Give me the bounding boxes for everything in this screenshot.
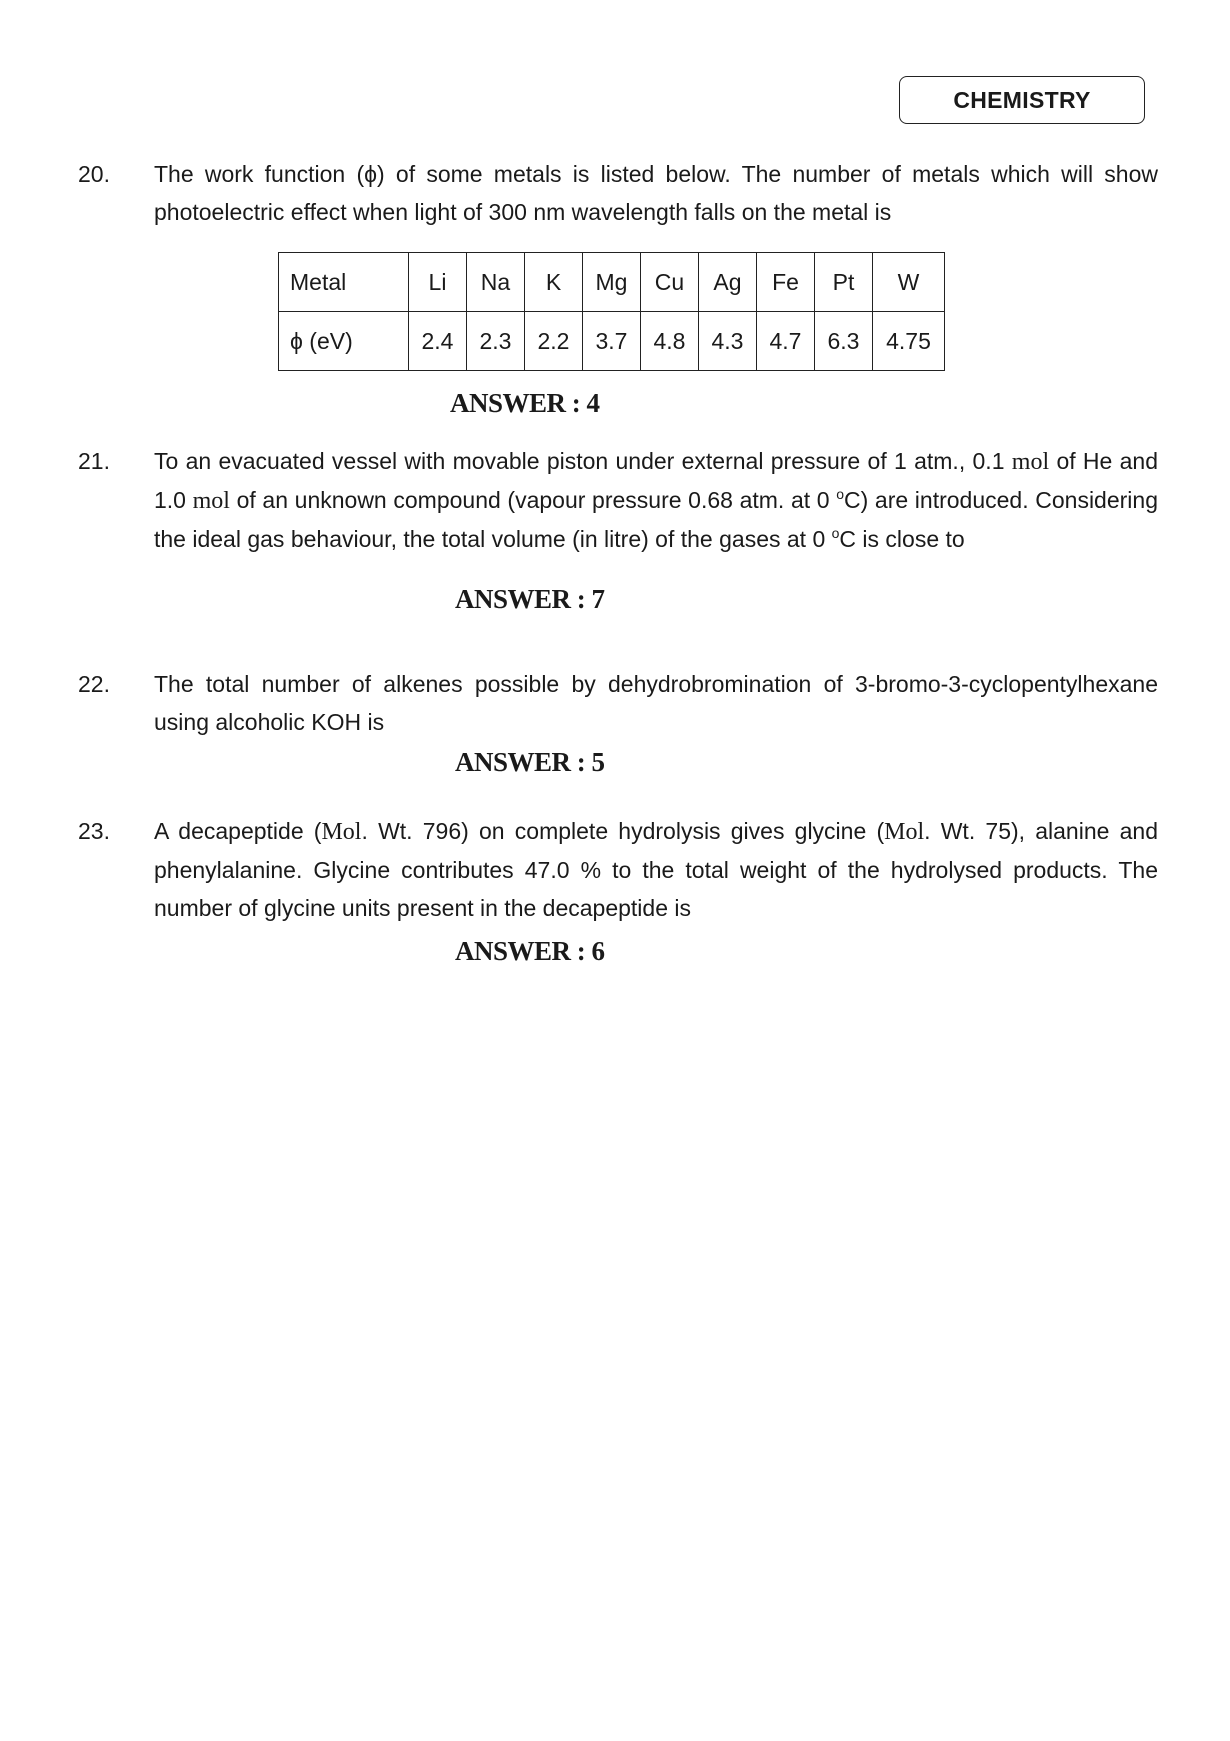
table-cell: K — [525, 253, 583, 312]
question-number: 23. — [78, 818, 110, 844]
table-cell: 2.4 — [409, 312, 467, 371]
degree-symbol: o — [831, 525, 840, 541]
table-cell: 3.7 — [583, 312, 641, 371]
table-header-cell: ϕ (eV) — [279, 312, 409, 371]
table-cell: 4.3 — [699, 312, 757, 371]
table-cell: Pt — [815, 253, 873, 312]
question-text: To an evacuated vessel with movable piston under external pressure of 1 atm., 0.1 mol of He and 1.0 mol of an unknown compound (vapour pressure 0.68 atm. at 0 $^o$C) are introduced. Considering the ideal gas behaviour, the total volume (in litre) of the gases at 0 $^o$C is close to — [154, 448, 1158, 552]
table-cell: Mg — [583, 253, 641, 312]
table-cell: 4.7 — [757, 312, 815, 371]
question-21 — [78, 442, 1158, 558]
degree-symbol: o — [836, 486, 845, 502]
table-row — [279, 253, 945, 312]
work-function-table — [278, 252, 945, 371]
question-number: 21. — [78, 448, 110, 474]
question-20 — [78, 155, 1158, 231]
question-number: 22. — [78, 671, 110, 697]
table-row — [279, 312, 945, 371]
table-cell: Li — [409, 253, 467, 312]
question-text: A decapeptide (Mol. Wt. 796) on complete hydrolysis gives glycine (Mol. Wt. 75), alanine and phenylalanine. Glycine contributes 47.0 % to the total weight of the hydrolysed products. The number of glycine units present in the decapeptide is — [154, 818, 1158, 921]
table-cell: W — [873, 253, 945, 312]
question-text: The work function (ϕ) of some metals is listed below. The number of metals which will show photoelectric effect when light of 300 nm wavelength falls on the metal is — [154, 161, 1158, 225]
table-header-cell: Metal — [279, 253, 409, 312]
table-cell: Na — [467, 253, 525, 312]
question-text: The total number of alkenes possible by dehydrobromination of 3-bromo-3-cyclopentylhexane using alcoholic KOH is — [154, 671, 1158, 735]
question-23 — [78, 812, 1158, 927]
table-cell: 2.3 — [467, 312, 525, 371]
table-cell: 6.3 — [815, 312, 873, 371]
subject-title: CHEMISTRY — [953, 86, 1091, 113]
table-cell: 2.2 — [525, 312, 583, 371]
question-number: 20. — [78, 161, 110, 187]
table-cell: Cu — [641, 253, 699, 312]
phi-symbol: ϕ — [364, 161, 378, 187]
subject-header-box — [899, 76, 1145, 124]
table-cell: Fe — [757, 253, 815, 312]
table-cell: Ag — [699, 253, 757, 312]
table-cell: 4.8 — [641, 312, 699, 371]
table-cell: 4.75 — [873, 312, 945, 371]
answer-22: ANSWER : 5 — [455, 747, 605, 777]
answer-23: ANSWER : 6 — [455, 936, 605, 966]
answer-21: ANSWER : 7 — [455, 584, 605, 614]
phi-symbol: ϕ — [290, 327, 303, 354]
question-22 — [78, 665, 1158, 741]
answer-20: ANSWER : 4 — [450, 388, 600, 418]
